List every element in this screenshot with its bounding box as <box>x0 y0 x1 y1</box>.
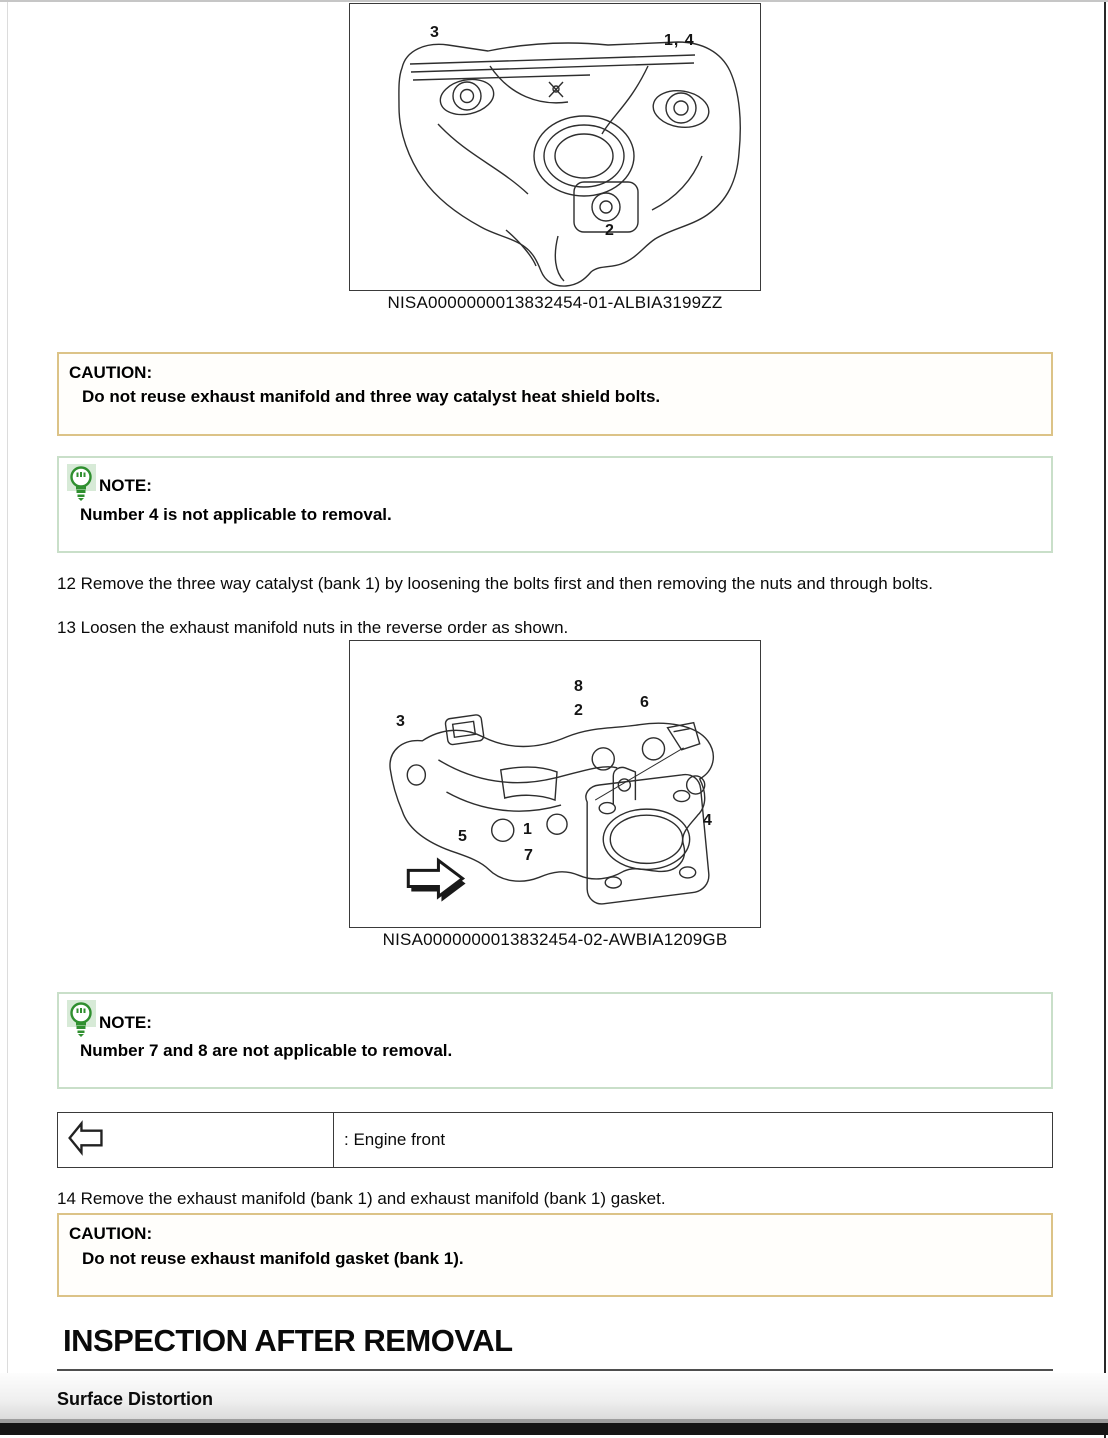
note-box-1 <box>57 456 1053 553</box>
caution-title: CAUTION: <box>69 363 153 382</box>
legend-label: : Engine front <box>334 1113 1053 1168</box>
subsection-heading: Surface Distortion <box>57 1388 214 1409</box>
lightbulb-icon <box>67 1000 97 1037</box>
step-12-text: 12 Remove the three way catalyst (bank 1) by loosening the bolts first and then removing the nuts and through bolts. <box>57 573 934 593</box>
note-text: Number 7 and 8 are not applicable to removal. <box>80 1040 453 1060</box>
figure-2-label: 1 <box>523 820 533 838</box>
exhaust-manifold-diagram <box>350 641 760 927</box>
step-14-text: 14 Remove the exhaust manifold (bank 1) and exhaust manifold (bank 1) gasket. <box>57 1189 666 1209</box>
figure-2-label: 7 <box>524 846 534 864</box>
bottom-bar <box>0 1423 1108 1435</box>
step-13-text: 13 Loosen the exhaust manifold nuts in the reverse order as shown. <box>57 617 569 637</box>
figure-1-box <box>349 3 761 291</box>
figure-1 <box>349 3 761 313</box>
lightbulb-icon <box>67 464 97 501</box>
note-title: NOTE: <box>99 476 152 496</box>
figure-2-label: 8 <box>574 677 584 695</box>
figure-1-label: 1, 4 <box>664 32 695 49</box>
page-frame-left <box>7 2 8 1428</box>
figure-2-label: 3 <box>396 712 406 730</box>
note-box-2 <box>57 992 1053 1089</box>
legend-table <box>57 1112 1053 1168</box>
caution-box-2 <box>57 1213 1053 1297</box>
caution-box-1 <box>57 352 1053 436</box>
figure-2-label: 5 <box>458 827 468 845</box>
heat-shield-diagram <box>350 4 760 290</box>
figure-2-caption: NISA0000000013832454-02-AWBIA1209GB <box>382 929 728 949</box>
figure-1-caption: NISA0000000013832454-01-ALBIA3199ZZ <box>387 293 723 312</box>
caution-text: Do not reuse exhaust manifold gasket (bank 1). <box>82 1248 464 1268</box>
page-frame-right <box>1104 2 1106 1438</box>
figure-2-label: 2 <box>574 701 584 719</box>
subsection-band <box>0 1373 1108 1419</box>
figure-1-label: 2 <box>605 222 615 239</box>
table-row <box>58 1113 1053 1168</box>
section-heading: INSPECTION AFTER REMOVAL <box>57 1317 1053 1371</box>
figure-2 <box>349 640 761 950</box>
figure-2-box <box>349 640 761 928</box>
engine-front-arrow <box>408 860 465 901</box>
note-title: NOTE: <box>99 1012 152 1032</box>
note-text: Number 4 is not applicable to removal. <box>80 504 392 524</box>
document-page <box>57 0 1053 1435</box>
caution-text: Do not reuse exhaust manifold and three way catalyst heat shield bolts. <box>82 387 661 407</box>
legend-icon-cell <box>58 1113 334 1168</box>
figure-2-label: 6 <box>640 693 650 711</box>
figure-2-label: 4 <box>703 811 713 829</box>
engine-front-arrow-icon <box>66 1117 106 1159</box>
caution-title: CAUTION: <box>69 1224 153 1244</box>
figure-1-label: 3 <box>430 24 440 41</box>
